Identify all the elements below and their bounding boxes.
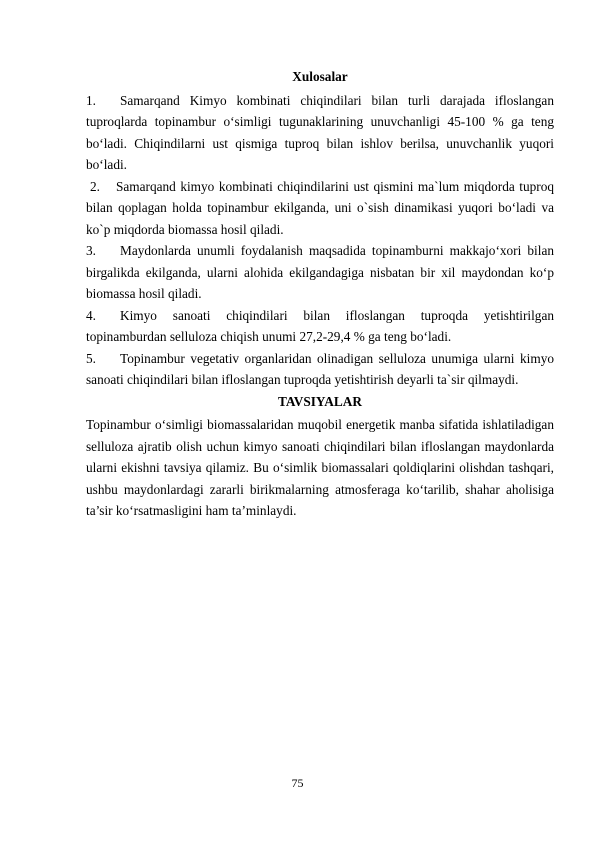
item-text: Samarqand kimyo kombinati chiqindilarini ust qismini ma`lum miqdorda tuproq bilan qoplagan holda topinambur ekilganda, uni o`sish dinamikasi yuqori bo‘ladi va ko`p miqdorda biomassa hosil qiladi.: [86, 178, 554, 237]
recommendations-heading: TAVSIYALAR: [277, 393, 362, 409]
conclusions-heading: Xulosalar: [292, 69, 348, 84]
conclusion-item-2: [86, 176, 554, 241]
item-text: Maydonlarda unumli foydalanish maqsadida topinamburni makkajo‘xori bilan birgalikda ekilganda, ularni alohida ekilgandagiga nisbatan bir xil maydondan ko‘p biomassa hosil qiladi.: [86, 243, 554, 301]
recommendations-paragraph: Topinambur o‘simligi biomassalaridan muqobil energetik manba sifatida ishlatiladigan selluloza ajratib olish uchun kimyo sanoati chiqindilari bilan ifloslangan maydonlarda ularni ekishni tavsiya qilamiz. Bu o‘simlik biomassalari qoldiqlarini olishdan tashqari, ushbu maydonlardagi zararli birikmalarning atmosferaga ko‘tarilib, shahar aholisiga ta’sir ko‘rsatmasligini ham ta’minlaydi.: [86, 417, 554, 518]
item-number: 5.: [86, 350, 96, 366]
item-text: Kimyo sanoati chiqindilari bilan ifloslangan tuproqda yetishtirilgan topinamburdan selluloza chiqish unumi 27,2-29,4 % ga teng bo‘ladi.: [86, 307, 554, 344]
page-number: 75: [291, 776, 304, 790]
conclusion-item-3: [86, 240, 554, 305]
conclusion-item-4: [86, 305, 554, 348]
item-text: Samarqand Kimyo kombinati chiqindilari bilan turli darajada ifloslangan tuproqlarda topinambur o‘simligi tugunaklarining unuvchanligi 45-100 % ga teng bo‘ladi. Chiqindilarni ust qismiga tuproq bilan ishlov berilsa, unuvchanlik yuqori bo‘ladi.: [86, 92, 554, 172]
item-text: Topinambur vegetativ organlaridan olinadigan selluloza unumiga ularni kimyo sanoati chiqindilari bilan ifloslangan tuproqda yetishtirish deyarli ta`sir qilmaydi.: [86, 350, 554, 387]
page-content: [86, 66, 554, 522]
conclusion-item-1: [86, 90, 554, 176]
item-number: 4.: [86, 307, 96, 323]
item-number: 2.: [90, 178, 100, 194]
conclusion-item-5: [86, 348, 554, 391]
item-number: 3.: [86, 243, 96, 258]
item-number: 1.: [86, 92, 96, 108]
